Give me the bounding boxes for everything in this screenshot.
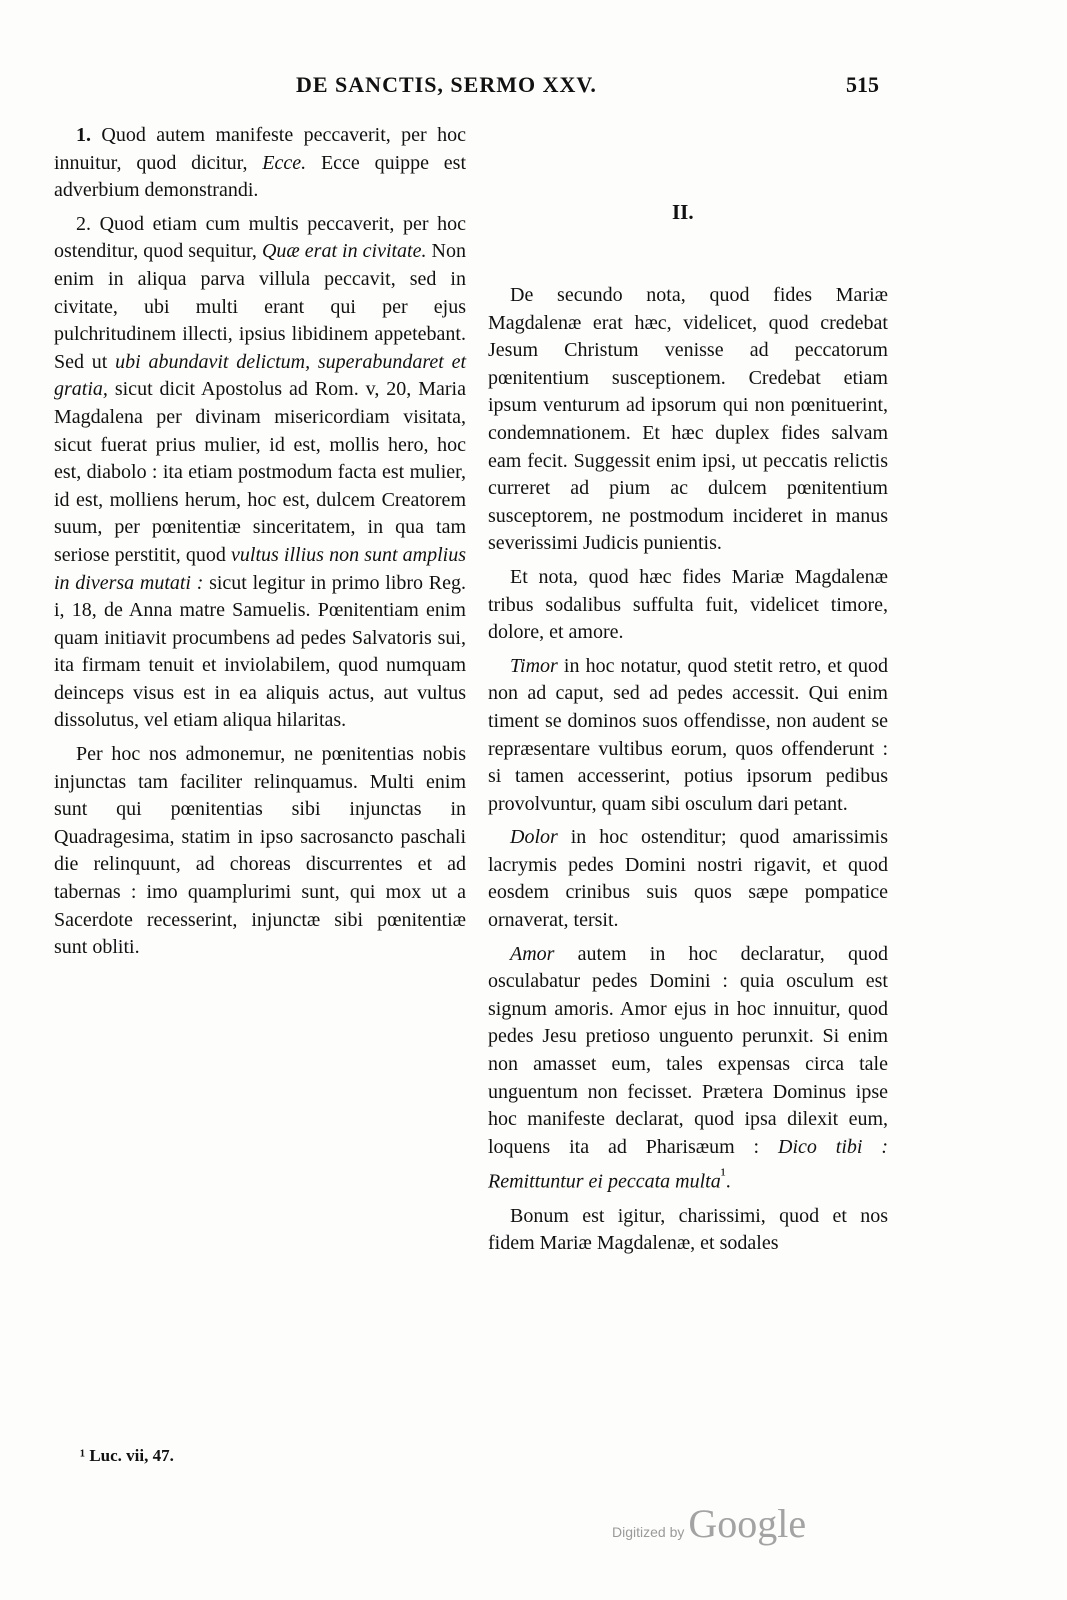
paragraph-text: Non enim in aliqua parva villula peccavit, sed in civitate, ubi multi erant qui per ejus pulchritudinem illecti, ipsius libidinem appetebant. Sed ut xyxy=(54,240,466,373)
paragraph-8 xyxy=(488,941,888,1197)
paragraph-7 xyxy=(488,824,888,934)
paragraph-text: sicut dicit Apostolus ad Rom. v, 20, Maria Magdalena per divinam misericordiam visitata, sicut fuerat prius mulier, id est, mollis hero, hoc est, diabolo : ita etiam postmodum facta est mulier, id est, molliens herum, hoc est, dulcem Creatorem suum, per pœnitentiæ sinceritatem, in qua tam seriose perstitit, quod xyxy=(54,378,466,566)
paragraph-5: Et nota, quod hæc fides Mariæ Magdalenæ tribus sodalibus suffulta fuit, videlicet timore, dolore, et amore. xyxy=(488,565,888,644)
footnote-marker: ¹ xyxy=(720,1165,726,1185)
italic-quote: ubi abundavit delictum, superabundaret et gratia, xyxy=(54,350,467,401)
paragraph-number: 2. xyxy=(76,212,91,235)
page-number: 515 xyxy=(846,72,879,97)
watermark-prefix: Digitized by xyxy=(612,1524,685,1540)
paragraph-6 xyxy=(488,653,888,819)
italic-quote: vultus illius non sunt amplius in diversa mutati : xyxy=(54,543,467,594)
italic-quote: Ecce. xyxy=(262,151,307,174)
digitized-watermark xyxy=(612,1500,806,1547)
footnote: ¹ Luc. vii, 47. xyxy=(80,1446,174,1465)
paragraph-text: sicut legitur in primo libro Reg. i, 18, de Anna matre Samuelis. Pœnitentiam enim quam initiavit procumbens ad pedes Salvatoris sui, ita firmam tenuit et inviolabilem, quod numquam deinceps visus est in ea aliquis actus, aut vultus dissolutus, vel etiam aliqua hilaritas. xyxy=(54,571,466,732)
paragraph-number: 1. xyxy=(76,124,91,146)
italic-term: Dolor xyxy=(510,826,558,849)
section-number: II. xyxy=(672,200,694,224)
italic-quote: Dico tibi : Remittuntur ei peccata multa xyxy=(488,1135,888,1194)
italic-term: Amor xyxy=(510,942,555,965)
paragraph-text: Ecce quippe est adverbium demonstrandi. xyxy=(54,151,467,202)
running-title: DE SANCTIS, SERMO XXV. xyxy=(296,72,597,97)
paragraph-1 xyxy=(54,122,466,205)
paragraph-text: Quod etiam cum multis peccaverit, per hoc ostenditur, quod sequitur, xyxy=(54,212,466,263)
italic-quote: Quæ erat in civitate. xyxy=(261,240,427,263)
paragraph-3: Per hoc nos admonemur, ne pœnitentias nobis injunctas tam faciliter relinquamus. Multi enim sunt qui pœnitentias sibi injunctas in Quadragesima, statim in ipso sacrosancto paschali die relinquunt, ad choreas discurrentes et ad tabernas : imo quamplurimi sunt, qui mox ut a Sacerdote recesserint, injunctæ sibi pœnitentiæ sunt obliti. xyxy=(54,743,466,959)
paragraph-text: autem in hoc declaratur, quod osculabatur pedes Domini : quia osculum est signum amoris. Amor ejus in hoc innuitur, quod pedes Jesu pretioso unguento perunxit. Si enim non amasset eum, tales expensas circa tale unguentum non fecisset. Prætera Dominus ipse hoc manifeste declarat, quod ipsa dilexit eum, loquens ita ad Pharisæum : xyxy=(488,942,888,1158)
paragraph-text: in hoc notatur, quod stetit retro, et quod non ad caput, sed ad pedes accessit. Qui enim timent se dominos suos offendisse, non audent se repræsentare vultibus eorum, quos offenderunt : si tamen accesserint, potius ipsorum pedibus provolvuntur, quam sibi osculum dari petant. xyxy=(488,654,888,815)
paragraph-text: Quod autem manifeste peccaverit, per hoc innuitur, quod dicitur, xyxy=(54,124,466,174)
paragraph-text: in hoc ostenditur; quod amarissimis lacrymis pedes Domini nostri rigavit, et quod eosdem crinibus suis quos sæpe pompatice ornaverat, tersit. xyxy=(488,826,888,932)
google-logo: Google xyxy=(688,1501,807,1546)
paragraph-9: Bonum est igitur, charissimi, quod et nos fidem Mariæ Magdalenæ, et sodales xyxy=(488,1204,888,1255)
paragraph-2 xyxy=(54,211,466,735)
left-column xyxy=(54,122,466,962)
right-column xyxy=(488,282,888,1258)
italic-term: Timor xyxy=(510,654,558,677)
paragraph-text: . xyxy=(725,1171,731,1194)
paragraph-4: De secundo nota, quod fides Mariæ Magdalenæ erat hæc, videlicet, quod credebat Jesum Christum venisse ad peccatorum pœnitentium susceptionem. Credebat etiam ipsum venturum ad ipsorum qui non pœnituerint, condemnationem. Et hæc duplex fides salvam eam fecit. Suggessit enim ipsi, ut peccatis relictis curreret ad pium ac dulcem pœnitentium susceptorem, ne postmodum incideret in manus severissimi Judicis punientis. xyxy=(488,284,888,555)
